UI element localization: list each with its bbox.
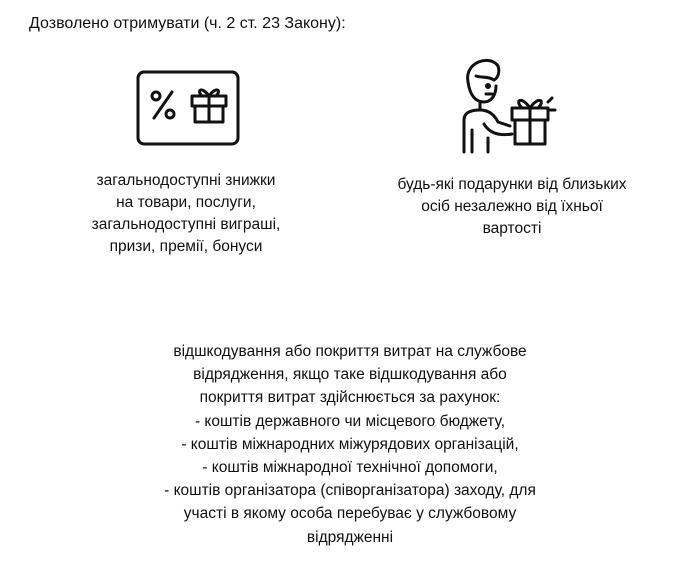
gifts-caption: будь-які подарунки від близьких осіб незалежно від їхньої вартості: [397, 176, 627, 237]
discount-card-gift-icon: [136, 70, 240, 146]
reimbursement-caption: відшкодування або покриття витрат на службове відрядження, якщо таке відшкодування або покриття витрат здійснюється за рахунок: - коштів державного чи місцевого бюджету, - коштів міжнародних міжурядових організацій, - коштів міжнародної технічної допомоги, - коштів організатора (співорганізатора) заходу, для участі в якому особа перебуває у службовому відрядженні: [164, 343, 536, 546]
page-heading: Дозволено отримувати (ч. 2 ст. 23 Закону):: [29, 15, 346, 32]
discounts-caption: загальнодоступні знижки на товари, послуги, загальнодоступні виграші, призи, премії, бонуси: [91, 172, 281, 255]
person-with-gift-icon: [454, 52, 558, 156]
